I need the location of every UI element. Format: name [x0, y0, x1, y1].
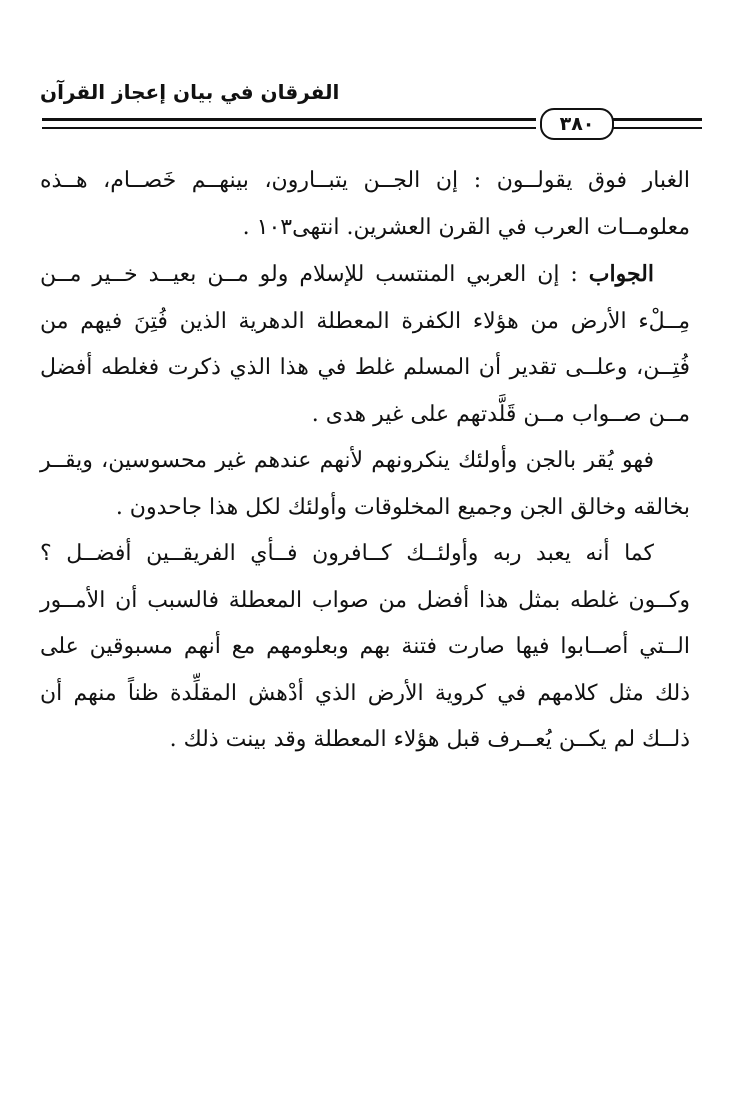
paragraph-text: كما أنه يعبد ربه وأولئــك كــافرون فــأي الفريقــين أفضــل ؟ وكــون غلطه بمثل هذا أفضل من صواب المعطلة فالسبب أن الأمــور الــتي أصــابوا فيها صارت فتنة بهم وبعلومهم مع أنهم مسبوقين على ذلك مثل كلامهم في كروية الأرض الذي أدْهش المقلِّدة ظناً منهم أن ذلــك لم يكــن يُعــرف قبل هؤلاء المعطلة وقد بينت ذلك .	[40, 541, 690, 752]
header-rule	[42, 106, 702, 146]
paragraph-text: فهو يُقر بالجن وأولئك ينكرونهم لأنهم عندهم غير محسوسين، ويقــر بخالقه وخالق الجن وجميع المخلوقات وأولئك لكل هذا جاحدون .	[40, 448, 690, 520]
running-header-title: الفرقان في بيان إعجاز القرآن	[40, 80, 340, 104]
paragraph-text: الغبار فوق يقولــون : إن الجــن يتبــارون، بينهــم خَصــام، هــذه معلومــات العرب في القرن العشرين. انتهى١٠٣ .	[40, 168, 690, 240]
answer-term: الجواب	[588, 261, 654, 287]
paragraph-text: : إن العربي المنتسب للإسلام ولو مــن بعيــد خــير مــن مِــلْء الأرض من هؤلاء الكفرة المعطلة الدهرية الذين فُتِنَ فيهم من فُتِــن، وعلــى تقدير أن المسلم غلط في هذا الذي ذكرت فغلطه أفضل مــن صــواب مــن قَلَّدتهم على غير هدى .	[40, 262, 690, 427]
paragraph	[40, 438, 690, 531]
rule-line	[612, 127, 702, 129]
rule-line	[42, 118, 536, 121]
rule-line	[42, 127, 536, 129]
body-text	[40, 158, 690, 764]
page-number-badge	[540, 108, 614, 140]
rule-line	[612, 118, 702, 121]
page-number: ٣٨٠	[559, 113, 595, 135]
paragraph	[40, 531, 690, 764]
paragraph	[40, 251, 690, 438]
paragraph	[40, 158, 690, 251]
